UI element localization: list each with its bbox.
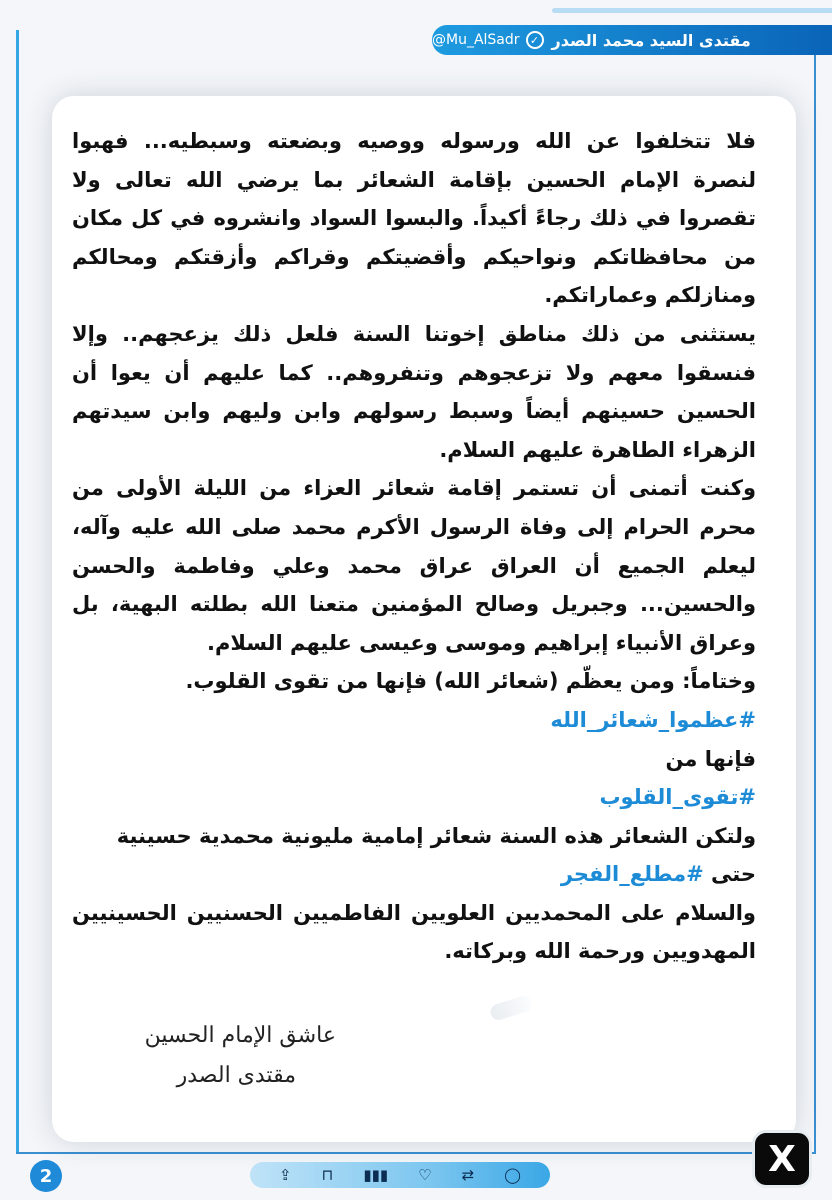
paragraph-2: يستثنى من ذلك مناطق إخوتنا السنة فلعل ذلك يزعجهم.. وإلا فنسقوا معهم ولا تزعجوهم وتنفروهم.. كما عليهم أن يعوا أن الحسين حسينهم أيضاً وسبط رسولهم وابن وليهم وابن سيدتهم الزهراء الطاهرة عليهم السلام. <box>72 321 756 462</box>
closing-paragraph: والسلام على المحمديين العلويين الفاطميين الحسنيين الحسينيين المهدويين ورحمة الله وبركاته. <box>72 900 756 964</box>
frame-left-border <box>16 30 19 1154</box>
signature-line-1: عاشق الإمام الحسين <box>144 1023 336 1048</box>
signature <box>136 1016 336 1096</box>
header-accent <box>552 8 832 13</box>
paragraph-3: وكنت أتمنى أن تستمر إقامة شعائر العزاء من الليلة الأولى من محرم الحرام إلى وفاة الرسول الأكرم محمد صلى الله عليه وآله، ليعلم الجميع أن العراق عراق محمد وعلي وفاطمة والحسن والحسين... وجبريل وصالح المؤمنين متعنا الله بطلته البهية، بل وعراق الأنبياء إبراهيم وموسى وعيسى عليهم السلام. <box>72 476 756 655</box>
repost-icon[interactable]: ⇄ <box>461 1165 475 1184</box>
post-text <box>72 122 756 971</box>
line-shaer: ولتكن الشعائر هذه السنة شعائر إمامية مليونية محمدية حسينية <box>116 823 756 848</box>
post-action-bar <box>250 1162 550 1188</box>
signature-line-2: مقتدى الصدر <box>176 1063 296 1088</box>
verified-check-icon: ✓ <box>526 31 544 49</box>
frame-right-border <box>814 40 816 1154</box>
x-logo-icon: X <box>752 1130 812 1188</box>
hashtag-link-2[interactable]: #تقوى_القلوب <box>599 785 756 810</box>
line-after-hashtag-1: فإنها من <box>665 746 756 771</box>
paragraph-1: فلا تتخلفوا عن الله ورسوله ووصيه وبضعته وسبطيه... فهبوا لنصرة الإمام الحسين بإقامة الشعائر بما يرضي الله تعالى ولا تقصروا في ذلك رجاءً أكيداً. والبسوا السواد وانشروه في كل مكان من محافظاتكم ونواحيكم وأقضيتكم وقراكم وأزقتكم ومحالكم ومنازلكم وعماراتكم. <box>72 129 756 308</box>
reply-icon[interactable]: ◯ <box>504 1165 521 1184</box>
frame-bottom-border <box>16 1152 816 1154</box>
page-number-badge: 2 <box>30 1160 62 1192</box>
post-card <box>52 96 796 1142</box>
hashtag-link-1[interactable]: #عظموا_شعائر_الله <box>550 707 756 732</box>
author-handle[interactable]: @Mu_AlSadr <box>432 32 520 48</box>
views-icon[interactable]: ▮▮▮ <box>363 1165 389 1184</box>
bookmark-icon[interactable]: ⊓ <box>321 1165 334 1184</box>
author-name: مقتدى السيد محمد الصدر <box>551 30 751 50</box>
like-icon[interactable]: ♡ <box>418 1165 432 1184</box>
line-hatta-row <box>72 855 756 894</box>
hashtag-link-3[interactable]: #مطلع_الفجر <box>560 862 704 887</box>
author-header[interactable] <box>432 25 832 55</box>
paragraph-4: وختاماً: ومن يعظّم (شعائر الله) فإنها من تقوى القلوب. <box>185 669 756 694</box>
share-icon[interactable]: ⇪ <box>279 1165 292 1184</box>
line-hatta: حتى <box>711 862 756 887</box>
